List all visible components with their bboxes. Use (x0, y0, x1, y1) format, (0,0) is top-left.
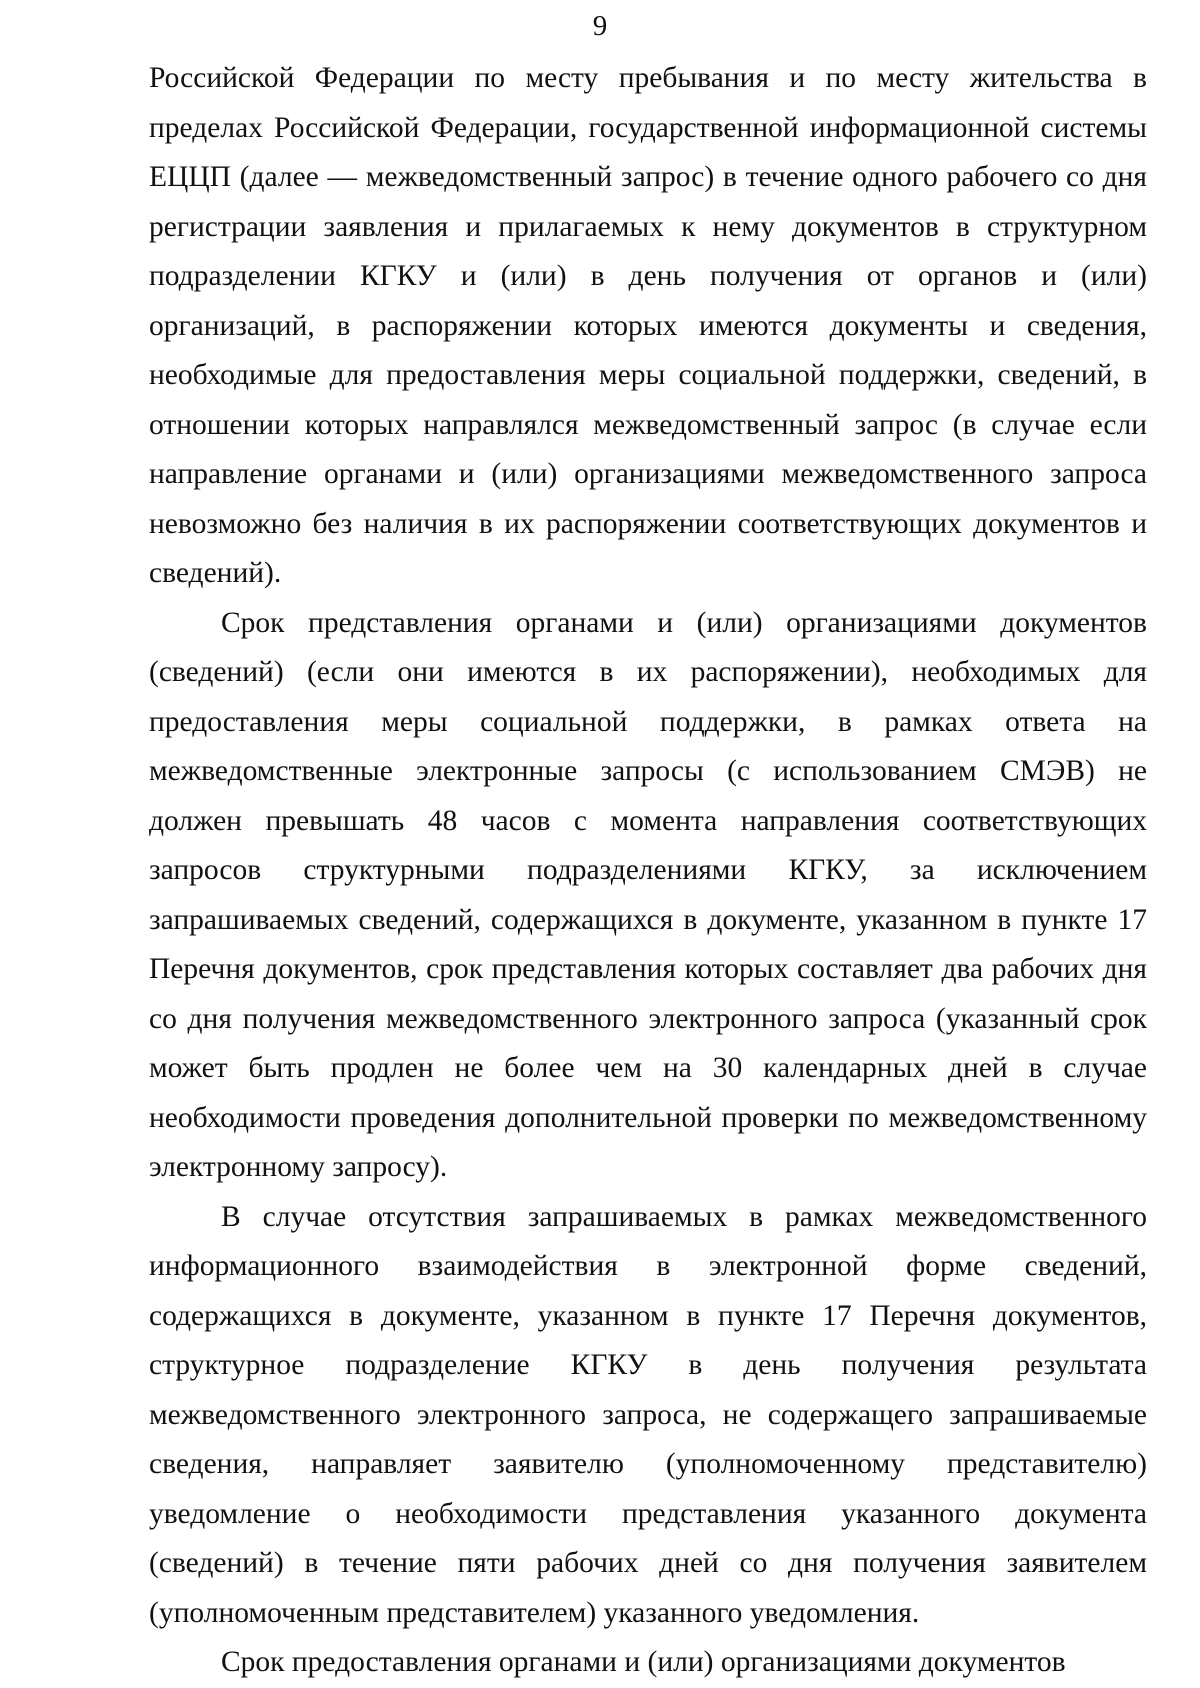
page-number: 9 (592, 10, 608, 42)
paragraph-continuation: Российской Федерации по месту пребывания и по месту жительства в пределах Российской Федерации, государственной информационной системы ЕЦЦП (далее — межведомственный запрос) в течение одного рабочего со дня регистрации заявления и прилагаемых к нему документов в структурном подразделении КГКУ и (или) в день получения от органов и (или) организаций, в распоряжении которых имеются документы и сведения, необходимые для предоставления меры социальной поддержки, сведений, в отношении которых направлялся межведомственный запрос (в случае если направление органами и (или) организациями межведомственного запроса невозможно без наличия в их распоряжении соответствующих документов и сведений). (149, 62, 1147, 589)
paragraph-deadline-start: Срок предоставления органами и (или) организациями документов (221, 1646, 1066, 1678)
paragraph-missing-information: В случае отсутствия запрашиваемых в рамках межведомственного информационного взаимодействия в электронной форме сведений, содержащихся в документе, указанном в пункте 17 Перечня документов, структурное подразделение КГКУ в день получения результата межведомственного электронного запроса, не содержащего запрашиваемые сведения, направляет заявителю (уполномоченному представителю) уведомление о необходимости представления указанного документа (сведений) в течение пяти рабочих дней со дня получения заявителем (уполномоченным представителем) указанного уведомления. (149, 1200, 1147, 1629)
document-body (149, 54, 1147, 1688)
paragraph-deadline-48-hours: Срок представления органами и (или) организациями документов (сведений) (если они имеются в их распоряжении), необходимых для предоставления меры социальной поддержки, в рамках ответа на межведомственные электронные запросы (с использованием СМЭВ) не должен превышать 48 часов с момента направления соответствующих запросов структурными подразделениями КГКУ, за исключением запрашиваемых сведений, содержащихся в документе, указанном в пункте 17 Перечня документов, срок представления которых составляет два рабочих дня со дня получения межведомственного электронного запроса (указанный срок может быть продлен не более чем на 30 календарных дней в случае необходимости проведения дополнительной проверки по межведомственному электронному запросу). (149, 606, 1147, 1183)
